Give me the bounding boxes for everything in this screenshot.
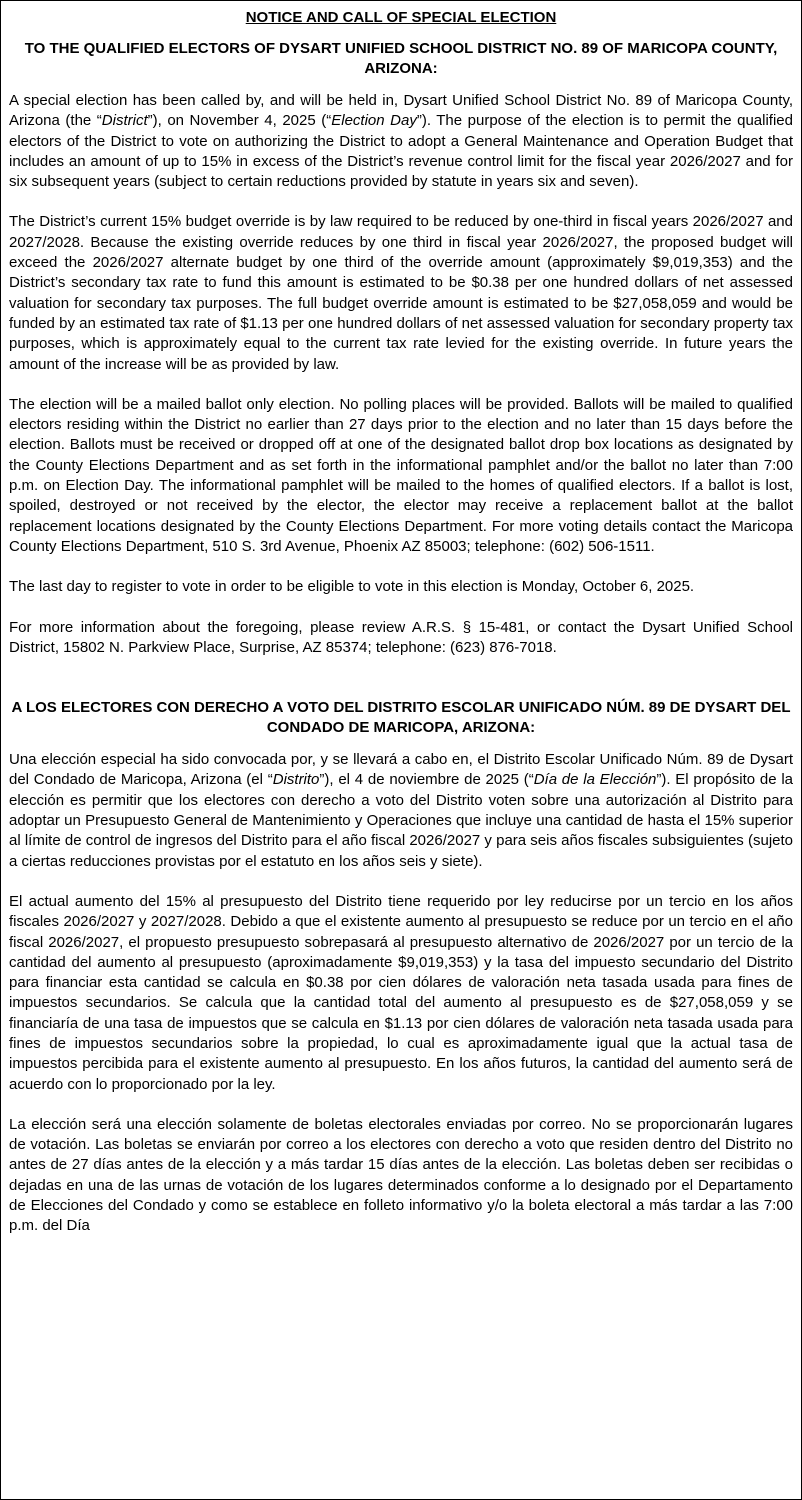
spanish-paragraph-3: La elección será una elección solamente de boletas electorales enviadas por correo. No se proporcionarán lugares de votación. Las boletas se enviarán por correo a los electores con derecho a voto que residen dentro del Distrito no antes de 27 días antes de la elección y a más tardar 15 días antes de la elección. Las boletas deben ser recibidas o dejadas en una de las urnas de votación de los lugares determinados conforme a lo designado por el Departamento de Elecciones del Condado y como se establece en folleto informativo y/o la boleta electoral a más tardar a las 7:00 p.m. del Día <box>9 1115 793 1235</box>
english-p1-election-day-term: Election Day <box>331 112 417 130</box>
spanish-heading: A LOS ELECTORES CON DERECHO A VOTO DEL DISTRITO ESCOLAR UNIFICADO NÚM. 89 DE DYSART DEL CONDADO DE MARICOPA, ARIZONA: <box>11 699 791 737</box>
english-paragraph-1 <box>9 91 793 192</box>
spanish-p1-district-term: Distrito <box>272 771 320 789</box>
english-paragraph-2: The District’s current 15% budget override is by law required to be reduced by one-third in fiscal years 2026/2027 and 2027/2028. Because the existing override reduces by one third in fiscal year 2026/2027, the proposed budget will exceed the 2026/2027 alternate budget by one third of the override amount (approximately $9,019,353) and the District’s secondary tax rate to fund this amount is estimated to be $0.38 per one hundred dollars of net assessed valuation for secondary tax purposes. The full budget override amount is estimated to be $27,058,059 and would be funded by an estimated tax rate of $1.13 per one hundred dollars of net assessed valuation for secondary property tax purposes, which is approximately equal to the current tax rate levied for the existing override. In future years the amount of the increase will be as provided by law. <box>9 213 793 373</box>
english-paragraph-3: The election will be a mailed ballot only election. No polling places will be provided. Ballots will be mailed to qualified electors residing within the District no earlier than 27 days prior to the election and no later than 15 days before the election. Ballots must be received or dropped off at one of the designated ballot drop box locations as designated by the County Elections Department and as set forth in the informational pamphlet and/or the ballot no later than 7:00 p.m. on Election Day. The informational pamphlet will be mailed to the homes of qualified electors. If a ballot is lost, spoiled, destroyed or not received by the elector, the elector may receive a replacement ballot at the ballot replacement locations designated by the County Elections Department. For more voting details contact the Maricopa County Elections Department, 510 S. 3rd Avenue, Phoenix AZ 85003; telephone: (602) 506-1511. <box>9 395 793 555</box>
spanish-p1-text-c: ”). El propósito de la elección es permitir que los electores con derecho a voto del Distrito voten sobre una autorización al Distrito para adoptar un Presupuesto General de Mantenimiento y Operaciones que incluye una cantidad de hasta el 15% superior al límite de control de ingresos del Distrito para el año fiscal 2026/2027 y para seis años fiscales subsiguientes (sujeto a ciertas reducciones provistas por el estatuto en los años seis y siete). <box>9 771 793 870</box>
english-p1-text-c: ”). The purpose of the election is to permit the qualified electors of the District to vote on authorizing the District to adopt a General Maintenance and Operation Budget that includes an amount of up to 15% in excess of the District’s revenue control limit for the fiscal year 2026/2027 and for six subsequent years (subject to certain reductions provided by statute in years six and seven). <box>9 112 793 191</box>
spanish-p1-election-day-term: Día de la Elección <box>533 771 657 789</box>
spanish-p1-text-a: Una elección especial ha sido convocada por, y se llevará a cabo en, el Distrito Escolar Unificado Núm. 89 de Dysart del Condado de Maricopa, Arizona (el “ <box>9 751 793 789</box>
english-p1-text-b: ”), on November 4, 2025 (“ <box>147 112 332 130</box>
english-p1-text-a: A special election has been called by, and will be held in, Dysart Unified School District No. 89 of Maricopa County, Arizona (the “ <box>9 92 793 130</box>
document-title: NOTICE AND CALL OF SPECIAL ELECTION <box>245 9 557 26</box>
english-p1-district-term: District <box>101 112 148 130</box>
spanish-paragraph-2: El actual aumento del 15% al presupuesto del Distrito tiene requerido por ley reducirse por un tercio en los años fiscales 2026/2027 y 2027/2028. Debido a que el existente aumento al presupuesto se reduce por un tercio en el año fiscal 2026/2027, el propuesto presupuesto sobrepasará al presupuesto alternativo de 2026/2027 por un tercio de la cantidad del aumento al presupuesto (aproximadamente $9,019,353) y la tasa del impuesto secundario del Distrito para financiar esta cantidad se calcula en $0.38 por cien dólares de valoración neta tasada usada para fines de impuestos secundarios. Se calcula que la cantidad total del aumento al presupuesto es de $27,058,059 y se financiaría de una tasa de impuestos que se calcula en $1.13 por cien dólares de valoración neta tasada usada para fines de impuestos secundarios sobre la propiedad, lo cual es aproximadamente igual que la actual tasa de impuestos percibida para el existente aumento al presupuesto. En los años futuros, la cantidad del aumento será de acuerdo con lo proporcionado por la ley. <box>9 892 793 1093</box>
english-paragraph-5: For more information about the foregoing, please review A.R.S. § 15-481, or contact the Dysart Unified School District, 15802 N. Parkview Place, Surprise, AZ 85374; telephone: (623) 876-7018. <box>9 618 793 656</box>
spanish-p1-text-b: ”), el 4 de noviembre de 2025 (“ <box>319 771 534 789</box>
english-heading: TO THE QUALIFIED ELECTORS OF DYSART UNIFIED SCHOOL DISTRICT NO. 89 OF MARICOPA COUNTY, ARIZONA: <box>24 40 778 77</box>
spanish-paragraph-1 <box>9 750 793 872</box>
english-paragraph-4: The last day to register to vote in order to be eligible to vote in this election is Monday, October 6, 2025. <box>9 578 695 596</box>
